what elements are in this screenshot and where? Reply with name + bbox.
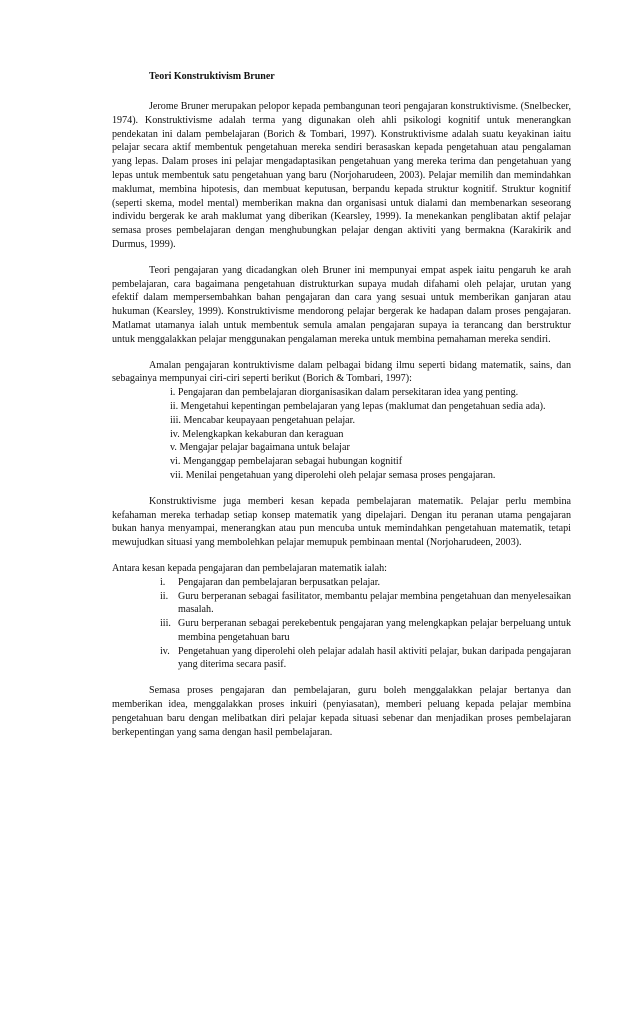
list-item-number: iv. bbox=[160, 645, 170, 657]
paragraph-characteristics-intro: Amalan pengajaran kontruktivisme dalam pelbagai bidang ilmu seperti bidang matematik, sains, dan sebagainya mempunyai ciri-ciri seperti berikut (Borich & Tombari, 1997): bbox=[112, 359, 571, 385]
list-item: v. Mengajar pelajar bagaimana untuk belajar bbox=[170, 442, 350, 454]
list-item: vii. Menilai pengetahuan yang diperolehi oleh pelajar semasa proses pengajaran. bbox=[170, 469, 496, 481]
list-item bbox=[112, 645, 571, 673]
list-item-text: Pengetahuan yang diperolehi oleh pelajar adalah hasil aktiviti pelajar, bukan daripada pengajaran yang diterima secara pasif. bbox=[178, 645, 571, 671]
list-item bbox=[112, 617, 571, 645]
list-item-text: Pengajaran dan pembelajaran berpusatkan pelajar. bbox=[178, 576, 381, 588]
paragraph-intro-bruner: Jerome Bruner merupakan pelopor kepada pembangunan teori pengajaran konstruktivisme. (Snelbecker, 1974). Konstruktivisme adalah terma yang digunakan oleh ahli psikologi kognitif untuk menerangkan pendekatan ini dalam pembelajaran (Borich & Tombari, 1997). Konstruktivisme adalah suatu keyakinan iaitu pelajar secara aktif membentuk pengetahuan mereka sendiri berasaskan kepada pengetahuan atau pengalaman yang lepas. Dalam proses ini pelajar mengadaptasikan pengetahuan yang mereka terima dan pengetahuan yang lepas untuk membentuk satu pengetahuan yang baru (Norjoharudeen, 2003). Pelajar memilih dan memindahkan maklumat, membina hipotesis, dan membuat keputusan, berpandu kepada struktur kognitif. Struktur kognitif (seperti skema, model mental) memberikan makna dan organisasi untuk dialami dan membenarkan seseorang individu bergerak ke arah maklumat yang diberikan (Kearsley, 1999). Ia menekankan penglibatan aktif pelajar semasa proses pembelajaran dengan menghubungkan pelajar dengan aktiviti yang bermakna (Karakirik and Durmus, 1999). bbox=[112, 101, 571, 250]
characteristics-list bbox=[112, 386, 571, 483]
list-item-text: Guru berperanan sebagai perekebentuk pengajaran yang melengkapkan pelajar berpeluang untuk membina pengetahuan baru bbox=[178, 618, 571, 643]
paragraph-conclusion: Semasa proses pengajaran dan pembelajaran, guru boleh menggalakkan pelajar bertanya dan memberikan idea, menggalakkan proses inkuiri (penyiasatan), memberi peluang kepada pelajar membina pengetahuan baru dengan melibatkan diri pelajar kepada situasi sebenar dan menjadikan proses pembelajaran berkepentingan yang sama dengan hasil pembelajaran. bbox=[112, 685, 571, 738]
list-item bbox=[112, 590, 571, 618]
list-item-text: Guru berperanan sebagai fasilitator, membantu pelajar membina pengetahuan dan menyelesaikan masalah. bbox=[178, 590, 571, 616]
list-item bbox=[112, 576, 571, 590]
paragraph-teaching-aspects: Teori pengajaran yang dicadangkan oleh Bruner ini mempunyai empat aspek iaitu pengaruh ke arah pembelajaran, cara bagaimana pengetahuan distrukturkan supaya mudah difahami oleh pelajar, urutan yang efektif dalam mempersembahkan bahan pengajaran dan cara yang sesuai untuk memberikan ganjaran atau hukuman (Kearsley, 1999). Konstruktivisme mendorong pelajar bergerak ke hadapan dalam proses pengajaran. Matlamat utamanya ialah untuk membentuk semula amalan pengajaran supaya ia terancang dan berstruktur untuk menggalakkan pelajar menggunakan pengalaman mereka untuk membina pemahaman mereka sendiri. bbox=[112, 264, 571, 345]
effects-list bbox=[112, 576, 571, 673]
list-item-number: i. bbox=[160, 576, 166, 588]
paragraph-math-learning: Konstruktivisme juga memberi kesan kepada pembelajaran matematik. Pelajar perlu membina kefahaman mereka terhadap setiap konsep matematik yang dipelajari. Dengan itu peranan utama pengajaran bukan hanya menyampai, menerangkan atau pun mencuba untuk memindahkan pengetahuan matematik, tetapi mewujudkan situasi yang membolehkan pelajar memupuk pembinaan mental (Norjoharudeen, 2003). bbox=[112, 495, 571, 549]
list-item: iii. Mencabar keupayaan pengetahuan pelajar. bbox=[170, 414, 355, 426]
list-item-number: ii. bbox=[160, 590, 169, 602]
list-item: iv. Melengkapkan kekaburan dan keraguan bbox=[170, 428, 344, 440]
paragraph-effects-intro: Antara kesan kepada pengajaran dan pembelajaran matematik ialah: bbox=[112, 562, 387, 574]
list-item-number: iii. bbox=[160, 618, 171, 630]
document-title: Teori Konstruktivism Bruner bbox=[149, 71, 275, 82]
list-item: i. Pengajaran dan pembelajaran diorganisasikan dalam persekitaran idea yang penting. bbox=[170, 387, 519, 399]
list-item: vi. Menganggap pembelajaran sebagai hubungan kognitif bbox=[170, 456, 403, 468]
list-item: ii. Mengetahui kepentingan pembelajaran yang lepas (maklumat dan pengetahuan sedia ada). bbox=[170, 400, 546, 412]
